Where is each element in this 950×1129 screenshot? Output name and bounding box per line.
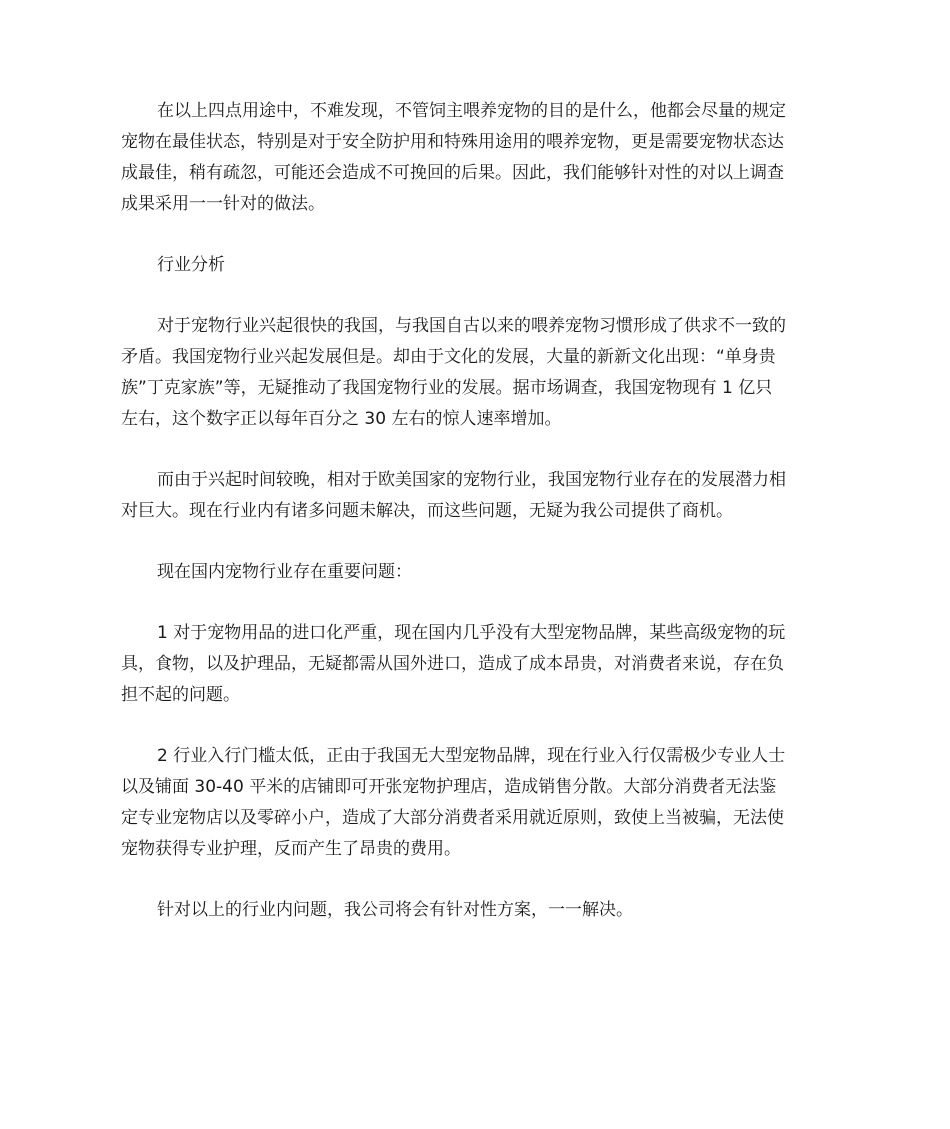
paragraph-industry-growth: 对于宠物行业兴起很快的我国，与我国自古以来的喂养宠物习惯形成了供求不一致的 矛盾。我国宠物行业兴起发展但是。却由于文化的发展，大量的新新文化出现：“单身贵 族”丁克家族”等，无疑推动了我国宠物行业的发展。据市场调查，我国宠物现有 1 亿只 左右，这个数字正以每年百分之 30 左右的惊人速率增加。: [121, 316, 786, 429]
paragraph-problem-1: 1 对于宠物用品的进口化严重，现在国内几乎没有大型宠物品牌，某些高级宠物的玩 具，食物，以及护理品，无疑都需从国外进口，造成了成本昂贵，对消费者来说，存在负 担不起的问题。: [121, 623, 786, 705]
paragraph-usage-conclusion: 在以上四点用途中，不难发现，不管饲主喂养宠物的目的是什么，他都会尽量的规定 宠物在最佳状态，特别是对于安全防护用和特殊用途用的喂养宠物，更是需要宠物状态达 成最佳，稍有疏忽，可能还会造成不可挽回的后果。因此，我们能够针对性的对以上调查 成果采用一一针对的做法。: [121, 101, 786, 214]
paragraph-problem-2: 2 行业入行门槛太低，正由于我国无大型宠物品牌，现在行业入行仅需极少专业人士 以及铺面 30-40 平米的店铺即可开张宠物护理店，造成销售分散。大部分消费者无法鉴 定专业宠物店以及零碎小户，造成了大部分消费者采用就近原则，致使上当被骗，无法使 宠物获得专业护理，反而产生了昂贵的费用。: [121, 746, 786, 859]
paragraph-solution: 针对以上的行业内问题，我公司将会有针对性方案，一一解决。: [157, 900, 633, 920]
paragraph-problems-intro: 现在国内宠物行业存在重要问题：: [157, 562, 412, 582]
section-heading-industry-analysis: 行业分析: [157, 255, 225, 275]
paragraph-development-potential: 而由于兴起时间较晚，相对于欧美国家的宠物行业，我国宠物行业存在的发展潜力相 对巨大。现在行业内有诸多问题未解决，而这些问题，无疑为我公司提供了商机。: [121, 470, 786, 521]
